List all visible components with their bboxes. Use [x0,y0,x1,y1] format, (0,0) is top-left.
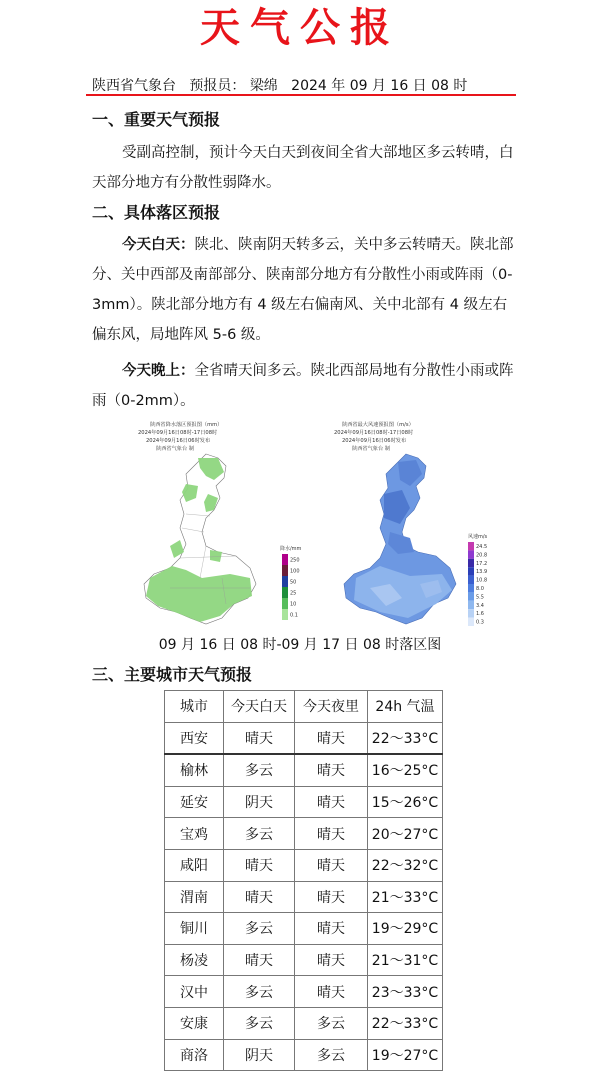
section2-heading: 二、具体落区预报 [92,203,221,222]
cell-city: 宝鸡 [165,818,224,850]
legend-label: 25 [290,590,297,597]
left-map-org: 陕西省气象台 制 [156,446,194,452]
legend-label: 50 [290,579,297,586]
cell-city: 延安 [165,786,224,818]
cell-temp: 22～33°C [368,722,443,754]
cell-night: 晴天 [295,754,368,786]
cell-night: 多云 [295,1039,368,1071]
cell-day: 阴天 [224,1039,295,1071]
legend-label: 10 [290,601,297,608]
left-map-issued: 2024年09月16日06时发布 [146,438,211,444]
cell-day: 晴天 [224,849,295,881]
station-name: 陕西省气象台 [92,78,176,94]
cell-city: 铜川 [165,913,224,945]
table-row [165,976,443,1008]
right-legend-title: 风速m/s [468,534,488,540]
legend-swatch [282,565,288,576]
right-legend [468,542,487,626]
cell-city: 咸阳 [165,849,224,881]
cell-temp: 23～33°C [368,976,443,1008]
cell-day: 阴天 [224,786,295,818]
table-row [165,944,443,976]
legend-label: 13.9 [476,569,488,576]
legend-label: 5.5 [476,594,484,601]
legend-swatch [468,559,474,567]
legend-swatch [282,609,288,620]
cell-city: 榆林 [165,754,224,786]
table-row [165,849,443,881]
cell-city: 渭南 [165,881,224,913]
left-legend [282,554,300,620]
cell-temp: 16～25°C [368,754,443,786]
legend-label: 1.6 [476,611,484,618]
legend-label: 20.8 [476,552,488,559]
issue-datetime: 2024 年 09 月 16 日 08 时 [291,78,468,94]
cell-temp: 15～26°C [368,786,443,818]
cell-night: 晴天 [295,722,368,754]
title-divider [86,94,516,96]
legend-swatch [468,618,474,626]
cell-day: 晴天 [224,881,295,913]
page-title: 天气公报 [200,5,400,51]
legend-swatch [468,601,474,609]
table-header-row [165,691,443,723]
section1-text: 受副高控制，预计今天白天到夜间全省大部地区多云转晴，白天部分地方有分散性弱降水。 [92,145,514,191]
legend-label: 100 [290,568,300,575]
cell-city: 杨凌 [165,944,224,976]
cell-night: 晴天 [295,944,368,976]
header-temp: 24h 气温 [368,691,443,723]
precipitation-map [138,420,302,624]
legend-swatch [468,550,474,558]
cell-city: 西安 [165,722,224,754]
legend-label: 10.8 [476,577,488,584]
forecaster-name: 梁绵 [249,78,278,94]
forecaster-label: 预报员： [189,78,246,94]
cell-temp: 19～27°C [368,1039,443,1071]
legend-swatch [282,554,288,565]
table-row [165,722,443,754]
table-row [165,818,443,850]
cell-temp: 20～27°C [368,818,443,850]
left-legend-title: 降水/mm [280,546,302,552]
cell-night: 晴天 [295,881,368,913]
table-row [165,913,443,945]
bulletin-meta [92,76,467,96]
legend-label: 0.3 [476,619,484,626]
right-map-title: 陕西省最大风速预报图（m/s） [342,422,414,428]
day-label: 今天白天： [122,237,195,253]
section2-night-paragraph [92,356,514,416]
cell-day: 晴天 [224,722,295,754]
left-map-title: 陕西省降水落区预报图（mm） [150,422,223,428]
legend-swatch [468,576,474,584]
table-row [165,786,443,818]
cell-day: 多云 [224,818,295,850]
cell-day: 多云 [224,976,295,1008]
legend-swatch [468,542,474,550]
cell-day: 多云 [224,913,295,945]
cell-night: 晴天 [295,976,368,1008]
legend-label: 24.5 [476,544,488,551]
cell-night: 晴天 [295,786,368,818]
map-caption: 09 月 16 日 08 时-09 月 17 日 08 时落区图 [158,637,442,653]
cell-temp: 19～29°C [368,913,443,945]
night-label: 今天晚上： [122,363,195,379]
header-night: 今天夜里 [295,691,368,723]
right-map-org: 陕西省气象台 制 [352,446,390,452]
wind-speed-map [334,420,488,626]
legend-label: 3.4 [476,602,484,609]
forecast-maps [116,418,502,632]
cell-city: 汉中 [165,976,224,1008]
cell-night: 晴天 [295,849,368,881]
legend-swatch [282,576,288,587]
cell-temp: 22～33°C [368,1007,443,1039]
cell-temp: 21～31°C [368,944,443,976]
header-city: 城市 [165,691,224,723]
cell-night: 多云 [295,1007,368,1039]
legend-swatch [282,598,288,609]
right-map-period: 2024年09月16日08时-17日08时 [334,430,414,436]
day-text: 陕北、陕南阴天转多云，关中多云转晴天。陕北部分、关中西部及南部部分、陕南部分地方有分散性小雨或阵雨（0-3mm）。陕北部分地方有 4 级左右偏南风、关中北部有 4 级左右偏东风，局地阵风 5-6 级。 [92,237,514,343]
cell-temp: 21～33°C [368,881,443,913]
cell-night: 晴天 [295,913,368,945]
night-text: 全省晴天间多云。陕北西部局地有分散性小雨或阵雨（0-2mm）。 [92,363,514,409]
cell-day: 晴天 [224,944,295,976]
left-map-period: 2024年09月16日08时-17日08时 [138,430,218,436]
city-forecast-table [164,690,443,1071]
cell-day: 多云 [224,1007,295,1039]
cell-night: 晴天 [295,818,368,850]
legend-label: 17.2 [476,560,488,567]
section1-heading: 一、重要天气预报 [92,110,221,129]
cell-day: 多云 [224,754,295,786]
header-day: 今天白天 [224,691,295,723]
legend-swatch [468,567,474,575]
cell-city: 商洛 [165,1039,224,1071]
table-row [165,754,443,786]
table-row [165,1039,443,1071]
legend-swatch [468,609,474,617]
legend-label: 8.0 [476,586,484,593]
legend-label: 0.1 [290,612,298,619]
cell-temp: 22～32°C [368,849,443,881]
legend-swatch [282,587,288,598]
table-row [165,881,443,913]
cell-city: 安康 [165,1007,224,1039]
right-map-issued: 2024年09月16日06时发布 [342,438,407,444]
legend-swatch [468,592,474,600]
legend-swatch [468,584,474,592]
table-row [165,1007,443,1039]
section2-day-paragraph [92,230,514,350]
section3-heading: 三、主要城市天气预报 [92,665,253,684]
legend-label: 250 [290,557,300,564]
